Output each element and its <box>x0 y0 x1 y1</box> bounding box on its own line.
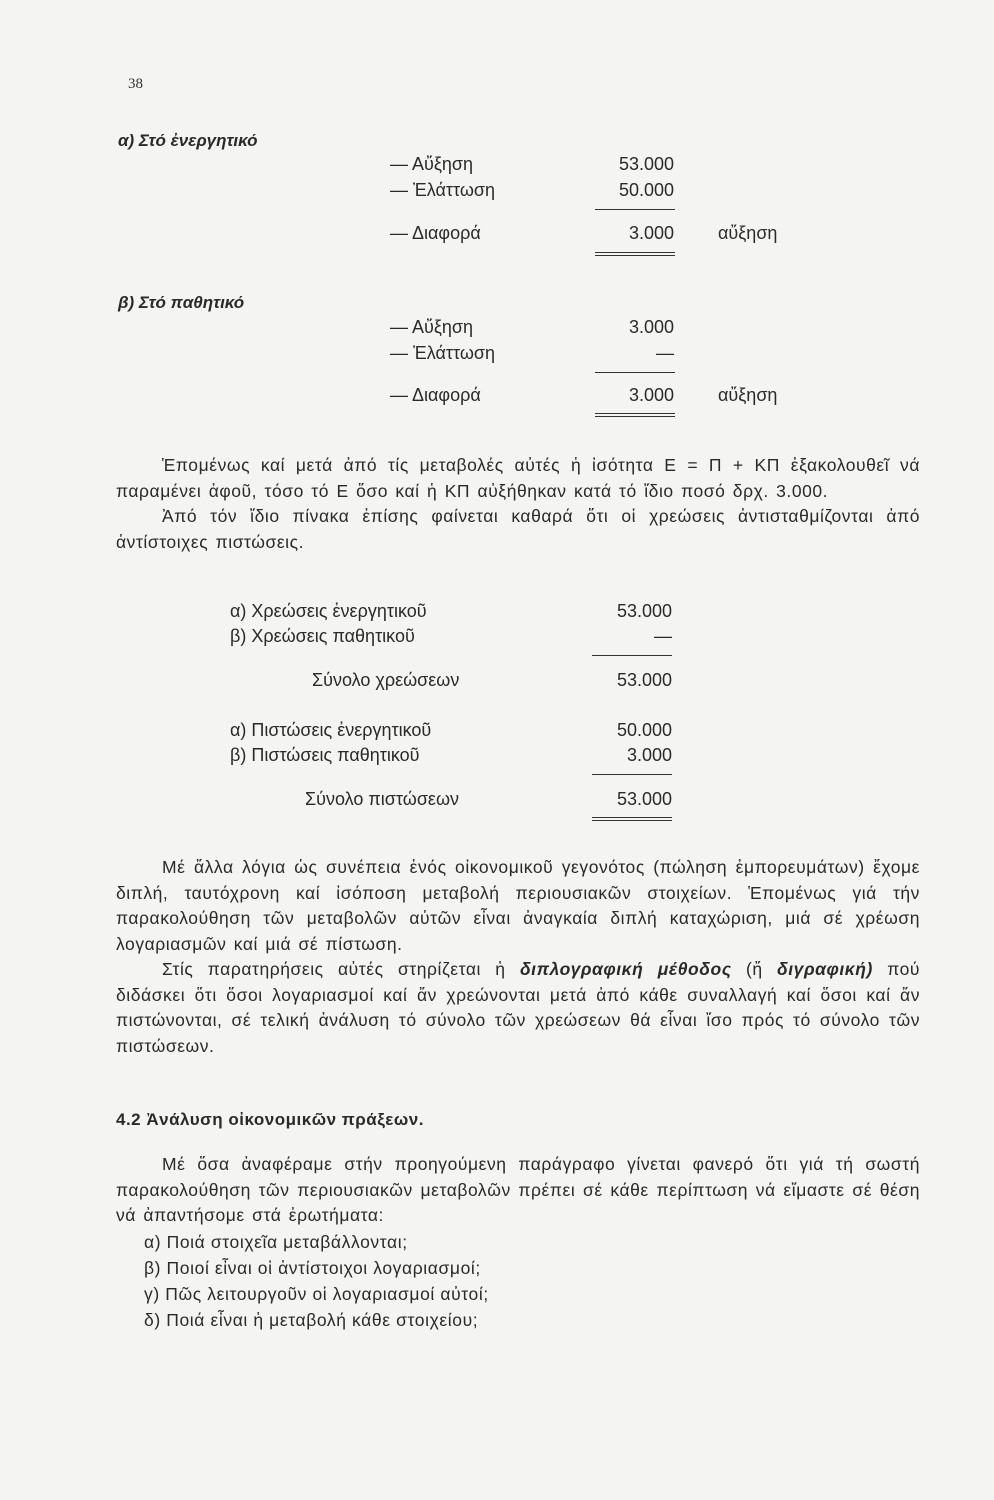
paragraph-block-2 <box>116 855 920 1059</box>
credit-total-label: Σύνολο πιστώσεων <box>305 789 460 809</box>
section-a-sum-rule <box>595 209 675 210</box>
debit-total-label: Σύνολο χρεώσεων <box>312 670 460 690</box>
section-a-total-double-rule <box>595 252 675 256</box>
debit-liabilities-label: β) Χρεώσεις παθητικοῦ <box>230 626 415 646</box>
section-a-decrease-value: 50.000 <box>618 180 674 200</box>
question-item: β) Ποιοί εἶναι οἱ ἀντίστοιχοι λογαριασμοί; <box>144 1258 481 1278</box>
credit-assets-value: 50.000 <box>616 720 672 740</box>
question-item: α) Ποιά στοιχεῖα μεταβάλλονται; <box>144 1232 408 1252</box>
section-b-heading: β) Στό παθητικό <box>118 293 245 312</box>
debit-assets-value: 53.000 <box>616 601 672 621</box>
debit-total-value: 53.000 <box>616 670 672 690</box>
term-double-entry-method: διπλογραφική μέθοδος <box>519 959 732 979</box>
debit-liabilities-value: — <box>654 626 672 646</box>
section-a-diff-value: 3.000 <box>628 223 674 243</box>
section-b-diff-note: αὔξηση <box>718 385 778 405</box>
section-b-diff-label: — Διαφορά <box>390 385 481 405</box>
paragraph-block-1 <box>116 453 920 555</box>
paragraph-offset: Ἀπό τόν ἴδιο πίνακα ἐπίσης φαίνεται καθαρά ὅτι οἱ χρεώσεις ἀντισταθμίζονται ἀπό ἀντίστοιχες πιστώσεις. <box>116 506 920 552</box>
section-b-diff-value: 3.000 <box>628 385 674 405</box>
paragraph-method-before: Στίς παρατηρήσεις αὐτές στηρίζεται ἡ <box>162 959 520 979</box>
paragraph-equality: Ἑπομένως καί μετά ἀπό τίς μεταβολές αὐτές ἡ ἰσότητα Ε = Π + ΚΠ ἐξακολουθεῖ νά παραμένει ἀφοῦ, τόσο τό Ε ὅσο καί ἡ ΚΠ αὐξήθηκαν κατά τό ἴδιο ποσό δρχ. 3.000. <box>116 455 920 501</box>
term-double-entry: διγραφική) <box>777 959 873 979</box>
debit-assets-label: α) Χρεώσεις ἐνεργητικοῦ <box>230 601 427 621</box>
paragraph-double-change: Μέ ἄλλα λόγια ὡς συνέπεια ἑνός οἰκονομικοῦ γεγονότος (πώληση ἐμπορευμάτων) ἔχομε διπλή, ταυτόχρονη καί ἰσόποση μεταβολή περιουσιακῶν στοιχείων. Ἑπομένως γιά τήν παρακολούθηση τῶν μεταβολῶν αὐτῶν εἶναι ἀναγκαία διπλή καταχώριση, μιά σέ χρέωση λογαριασμῶν καί μιά σέ πίστωση. <box>116 857 920 954</box>
section-b-increase-label: — Αὔξηση <box>390 317 474 337</box>
paragraph-block-3 <box>116 1152 920 1229</box>
credit-liabilities-value: 3.000 <box>626 745 672 765</box>
section-a-heading: α) Στό ἐνεργητικό <box>118 131 258 150</box>
section-b-decrease-value: — <box>656 343 674 363</box>
page-number: 38 <box>128 76 143 92</box>
section-b-total-double-rule <box>595 413 675 417</box>
section-heading: 4.2 Ἀνάλυση οἰκονομικῶν πράξεων. <box>116 1110 424 1129</box>
section-a-increase-label: — Αὔξηση <box>390 154 474 174</box>
questions-list <box>144 1229 489 1333</box>
section-a-diff-note: αὔξηση <box>718 223 778 243</box>
section-b-increase-value: 3.000 <box>628 317 674 337</box>
section-a-decrease-label: — Ἐλάττωση <box>390 180 496 200</box>
credit-assets-label: α) Πιστώσεις ἐνεργητικοῦ <box>230 720 432 740</box>
question-item: γ) Πῶς λειτουργοῦν οἱ λογαριασμοί αὐτοί; <box>144 1284 489 1304</box>
credit-total-double-rule <box>592 817 672 821</box>
credit-total-value: 53.000 <box>616 789 672 809</box>
paragraph-double-entry-method <box>116 957 920 1059</box>
debit-sum-rule <box>592 655 672 656</box>
section-b-sum-rule <box>595 372 675 373</box>
credit-liabilities-label: β) Πιστώσεις παθητικοῦ <box>230 745 420 765</box>
credit-sum-rule <box>592 774 672 775</box>
section-a-increase-value: 53.000 <box>618 154 674 174</box>
section-a-diff-label: — Διαφορά <box>390 223 481 243</box>
paragraph-method-middle: (ἤ <box>731 959 778 979</box>
question-item: δ) Ποιά εἶναι ἡ μεταβολή κάθε στοιχείου; <box>144 1310 479 1330</box>
section-b-decrease-label: — Ἐλάττωση <box>390 343 496 363</box>
paragraph-questions-intro: Μέ ὅσα ἀναφέραμε στήν προηγούμενη παράγραφο γίνεται φανερό ὅτι γιά τή σωστή παρακολούθηση τῶν περιουσιακῶν μεταβολῶν πρέπει σέ κάθε περίπτωση νά εἴμαστε σέ θέση νά ἀπαντήσομε στά ἐρωτήματα: <box>116 1154 920 1225</box>
paragraph-method-after: πού διδάσκει ὅτι ὅσοι λογαριασμοί καί ἄν χρεώνονται μετά ἀπό κάθε συναλλαγή καί ὅσοι καί ἄν πιστώνονται, σέ τελική ἀνάλυση τό σύνολο τῶν χρεώσεων θά εἶναι ἴσο πρός τό σύνολο τῶν πιστώσεων. <box>116 959 921 1056</box>
